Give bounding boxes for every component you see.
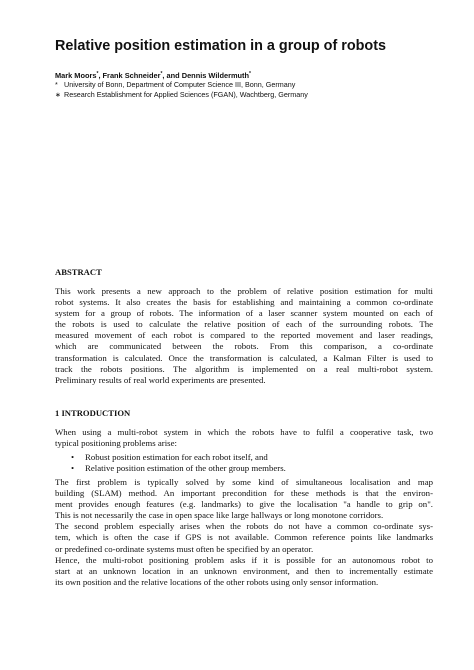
- author-name: Dennis Wildermuth: [181, 71, 250, 80]
- affiliation-mark: ∗: [55, 90, 62, 99]
- bullet-item: [55, 463, 433, 474]
- abstract-line: measured movement of each robot is compared to the reported movement and laser readings,: [55, 330, 433, 341]
- affiliation-text: Research Establishment for Applied Sciences (FGAN), Wachtberg, Germany: [64, 90, 308, 99]
- author-name: Mark Moors: [55, 71, 97, 80]
- intro-line: This is not necessarily the case in open space like large hallways or long monotone corridors.: [55, 510, 384, 521]
- intro-line: building (SLAM) method. An important precondition for these methods is that the environ-: [55, 488, 433, 499]
- intro-line: or predefined co-ordinate systems must often be specified by an operator.: [55, 543, 314, 554]
- bullet-symbol: •: [71, 452, 75, 462]
- abstract-line: the robots is used to calculate the relative position of each of the surrounding robots. The: [55, 319, 433, 330]
- abstract-line: robot systems. It also creates the basis for establishing and maintaining a common co-ordinate: [55, 297, 433, 308]
- abstract-line: system for a group of robots. The information of a laser scanner system mounted on each of: [55, 308, 433, 319]
- affiliation: [55, 90, 308, 100]
- intro-line: ment provides enough features (e.g. landmarks) to give the localisation "a handle to grip on".: [55, 499, 433, 510]
- intro-line: Hence, the multi-robot positioning problem asks if it is possible for an autonomous robot to: [55, 554, 433, 565]
- bullet-list: [55, 452, 433, 475]
- abstract-line: This work presents a new approach to the problem of relative position estimation for multi: [55, 286, 433, 296]
- bullet-text: Robust position estimation for each robot itself, and: [85, 452, 268, 462]
- bullet-symbol: •: [71, 463, 75, 474]
- abstract-line: which are communicated between the robots. From this comparison, a co-ordinate: [55, 341, 433, 352]
- intro-line: The second problem especially arises when the robots do not have a common co-ordinate sys-: [55, 521, 433, 532]
- abstract-body: [55, 286, 433, 386]
- paper-title: Relative position estimation in a group of robots: [55, 38, 387, 54]
- abstract-line: track the robots positions. The algorithm is implemented on a real multi-robot system.: [55, 363, 433, 374]
- intro-line: typical positioning problems arise:: [55, 438, 177, 449]
- author-name: Frank Schneider: [102, 71, 161, 80]
- author-mark: *: [96, 71, 99, 77]
- author-separator: , and: [162, 71, 182, 80]
- introduction-body: [55, 427, 433, 449]
- bullet-item: [55, 452, 433, 463]
- intro-line: its own position and the relative locations of the other robots using only sensor information.: [55, 576, 379, 587]
- affiliation-mark: *: [55, 80, 58, 89]
- affiliation: [55, 80, 295, 90]
- author-mark: *: [160, 71, 163, 77]
- intro-line: tem, which is often the case if GPS is not available. Common reference points like landmarks: [55, 532, 433, 543]
- intro-line: start at an unknown location in an unknown environment, and then to incrementally estimate: [55, 565, 433, 576]
- abstract-heading: ABSTRACT: [55, 267, 102, 277]
- author-separator: ,: [98, 71, 103, 80]
- intro-line: The first problem is typically solved by some kind of simultaneous localisation and map: [55, 477, 433, 487]
- abstract-line: transformation is calculated. Once the transformation is calculated, a Kalman Filter is used to: [55, 352, 433, 363]
- introduction-heading: 1 INTRODUCTION: [55, 408, 131, 418]
- bullet-text: Relative position estimation of the other group members.: [85, 463, 286, 474]
- introduction-body-continued: [55, 477, 433, 588]
- affiliation-text: University of Bonn, Department of Computer Science III, Bonn, Germany: [64, 80, 296, 89]
- author-mark: *: [249, 71, 251, 77]
- abstract-line: Preliminary results of real world experiments are presented.: [55, 374, 266, 385]
- intro-line: When using a multi-robot system in which the robots have to fulfil a cooperative task, two: [55, 427, 433, 437]
